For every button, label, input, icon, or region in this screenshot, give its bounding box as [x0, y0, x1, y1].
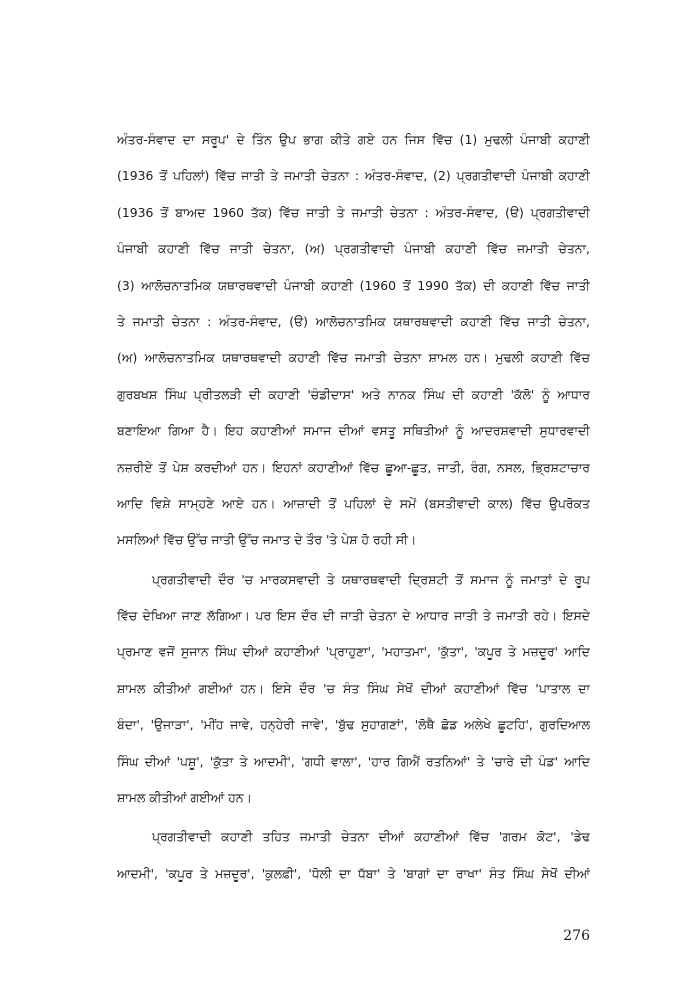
text-line: ਪ੍ਰਮਾਣ ਵਜੋਂ ਸੁਜਾਨ ਸਿੰਘ ਦੀਆਂ ਕਹਾਣੀਆਂ 'ਪ੍ਰਾਹੁਣਾ', 'ਮਹਾਤਮਾ', 'ਕੁੱਤਾ', 'ਕਪੂਰ ਤੇ ਮਜ਼ਦੂਰ' ਆਦਿ: [117, 644, 590, 660]
text-line: ਮਸਲਿਆਂ ਵਿੱਚ ਉੱਚ ਜਾਤੀ ਉੱਚ ਜਮਾਤ ਦੇ ਤੌਰ 'ਤੇ ਪੇਸ਼ ਹੋ ਰਹੀ ਸੀ।: [117, 532, 417, 548]
text-line: ਸਿੰਘ ਦੀਆਂ 'ਪਸ਼ੂ', 'ਕੁੱਤਾ ਤੇ ਆਦਮੀ', 'ਗਧੀ ਵਾਲਾ', 'ਹਾਰ ਗਿਐਂ ਰਤਨਿਆਂ' ਤੇ 'ਚਾਰੇ ਦੀ ਪੰਡ' ਆਦਿ: [117, 753, 590, 769]
text-line: ਗੁਰਬਖਸ਼ ਸਿੰਘ ਪ੍ਰੀਤਲੜੀ ਦੀ ਕਹਾਣੀ 'ਚੰਡੀਦਾਸ' ਅਤੇ ਨਾਨਕ ਸਿੰਘ ਦੀ ਕਹਾਣੀ 'ਕੱਲੋ' ਨੂੰ ਆਧਾਰ: [117, 386, 590, 402]
page-number: 276: [563, 928, 590, 944]
text-line: ਪ੍ਰਗਤੀਵਾਦੀ ਦੌਰ 'ਚ ਮਾਰਕਸਵਾਦੀ ਤੇ ਯਥਾਰਥਵਾਦੀ ਦ੍ਰਿਸ਼ਟੀ ਤੋਂ ਸਮਾਜ ਨੂੰ ਜਮਾਤਾਂ ਦੇ ਰੂਪ: [152, 571, 590, 587]
text-line: ਵਿੱਚ ਦੇਖਿਆ ਜਾਣ ਲੱਗਿਆ। ਪਰ ਇਸ ਦੌਰ ਦੀ ਜਾਤੀ ਚੇਤਨਾ ਦੇ ਆਧਾਰ ਜਾਤੀ ਤੇ ਜਮਾਤੀ ਰਹੇ। ਇਸਦੇ: [117, 608, 590, 624]
paragraph-3: [117, 819, 590, 892]
text-line: (3) ਆਲੋਚਨਾਤਮਿਕ ਯਥਾਰਥਵਾਦੀ ਪੰਜਾਬੀ ਕਹਾਣੀ (1960 ਤੋਂ 1990 ਤੱਕ) ਦੀ ਕਹਾਣੀ ਵਿੱਚ ਜਾਤੀ: [117, 277, 590, 293]
text-line: ਆਦਮੀ', 'ਕਪੂਰ ਤੇ ਮਜ਼ਦੂਰ', 'ਕੁਲਫ਼ੀ', 'ਧੋਲੀ ਦਾ ਧੱਬਾ' ਤੇ 'ਬਾਗਾਂ ਦਾ ਰਾਖਾ' ਸੰਤ ਸਿੰਘ ਸੇਖੋਂ ਦੀਆਂ: [117, 865, 590, 881]
text-line: ਬਣਾਇਆ ਗਿਆ ਹੈ। ਇਹ ਕਹਾਣੀਆਂ ਸਮਾਜ ਦੀਆਂ ਵਸਤੂ ਸਥਿਤੀਆਂ ਨੂੰ ਆਦਰਸ਼ਵਾਦੀ ਸੁਧਾਰਵਾਦੀ: [117, 423, 590, 439]
text-line: (ਅ) ਆਲੋਚਨਾਤਮਿਕ ਯਥਾਰਥਵਾਦੀ ਕਹਾਣੀ ਵਿੱਚ ਜਮਾਤੀ ਚੇਤਨਾ ਸ਼ਾਮਲ ਹਨ। ਮੁਢਲੀ ਕਹਾਣੀ ਵਿੱਚ: [117, 350, 590, 366]
text-line: (1936 ਤੋਂ ਪਹਿਲਾਂ) ਵਿੱਚ ਜਾਤੀ ਤੇ ਜਮਾਤੀ ਚੇਤਨਾ : ਅੰਤਰ-ਸੰਵਾਦ, (2) ਪ੍ਰਗਤੀਵਾਦੀ ਪੰਜਾਬੀ ਕਹਾਣੀ: [117, 168, 590, 184]
text-line: ਪ੍ਰਗਤੀਵਾਦੀ ਕਹਾਣੀ ਤਹਿਤ ਜਮਾਤੀ ਚੇਤਨਾ ਦੀਆਂ ਕਹਾਣੀਆਂ ਵਿੱਚ 'ਗਰਮ ਕੋਟ', 'ਡੇਢ: [152, 829, 590, 845]
text-line: ਸ਼ਾਮਲ ਕੀਤੀਆਂ ਗਈਆਂ ਹਨ। ਇਸੇ ਦੌਰ 'ਚ ਸੰਤ ਸਿੰਘ ਸੇਖੋਂ ਦੀਆਂ ਕਹਾਣੀਆਂ ਵਿੱਚ 'ਪਾਤਾਲ ਦਾ: [117, 680, 590, 696]
text-line: ਅੰਤਰ-ਸੰਵਾਦ ਦਾ ਸਰੂਪ' ਦੇ ਤਿੰਨ ਉਪ ਭਾਗ ਕੀਤੇ ਗਏ ਹਨ ਜਿਸ ਵਿੱਚ (1) ਮੁਢਲੀ ਪੰਜਾਬੀ ਕਹਾਣੀ: [117, 132, 590, 147]
paragraph-1: [117, 122, 590, 559]
text-line: ਨਜ਼ਰੀਏ ਤੋਂ ਪੇਸ਼ ਕਰਦੀਆਂ ਹਨ। ਇਹਨਾਂ ਕਹਾਣੀਆਂ ਵਿੱਚ ਛੂਆ-ਛੂਤ, ਜਾਤੀ, ਰੰਗ, ਨਸਲ, ਭ੍ਰਿਸ਼ਟਾਚਾਰ: [117, 459, 590, 475]
paragraph-2: [117, 562, 590, 817]
text-line: ਪੰਜਾਬੀ ਕਹਾਣੀ ਵਿੱਚ ਜਾਤੀ ਚੇਤਨਾ, (ਅ) ਪ੍ਰਗਤੀਵਾਦੀ ਪੰਜਾਬੀ ਕਹਾਣੀ ਵਿੱਚ ਜਮਾਤੀ ਚੇਤਨਾ,: [117, 241, 590, 257]
text-line: ਤੇ ਜਮਾਤੀ ਚੇਤਨਾ : ਅੰਤਰ-ਸੰਵਾਦ, (ੳ) ਆਲੋਚਨਾਤਮਿਕ ਯਥਾਰਥਵਾਦੀ ਕਹਾਣੀ ਵਿੱਚ ਜਾਤੀ ਚੇਤਨਾ,: [117, 313, 590, 329]
text-line: ਬੰਦਾ', 'ਉਜਾੜਾ', 'ਮੀਂਹ ਜਾਵੇ, ਹਨ੍ਹੇਰੀ ਜਾਵੇ', 'ਬੁੱਢ ਸੁਹਾਗਣਾਂ', 'ਲੋਥੈ ਛੋਡ ਅਲੇਖੇ ਛੂਟਹਿ', ਗੁਰਦਿਆਲ: [117, 717, 590, 733]
text-line: ਸ਼ਾਮਲ ਕੀਤੀਆਂ ਗਈਆਂ ਹਨ।: [117, 790, 252, 806]
text-line: (1936 ਤੋਂ ਬਾਅਦ 1960 ਤੱਕ) ਵਿੱਚ ਜਾਤੀ ਤੇ ਜਮਾਤੀ ਚੇਤਨਾ : ਅੰਤਰ-ਸੰਵਾਦ, (ੳ) ਪ੍ਰਗਤੀਵਾਦੀ: [117, 204, 590, 220]
text-line: ਆਦਿ ਵਿਸ਼ੇ ਸਾਮ੍ਹਣੇ ਆਏ ਹਨ। ਆਜ਼ਾਦੀ ਤੋਂ ਪਹਿਲਾਂ ਦੇ ਸਮੇਂ (ਬਸਤੀਵਾਦੀ ਕਾਲ) ਵਿੱਚ ਉਪਰੋਕਤ: [117, 495, 590, 511]
body-text: [117, 122, 590, 892]
